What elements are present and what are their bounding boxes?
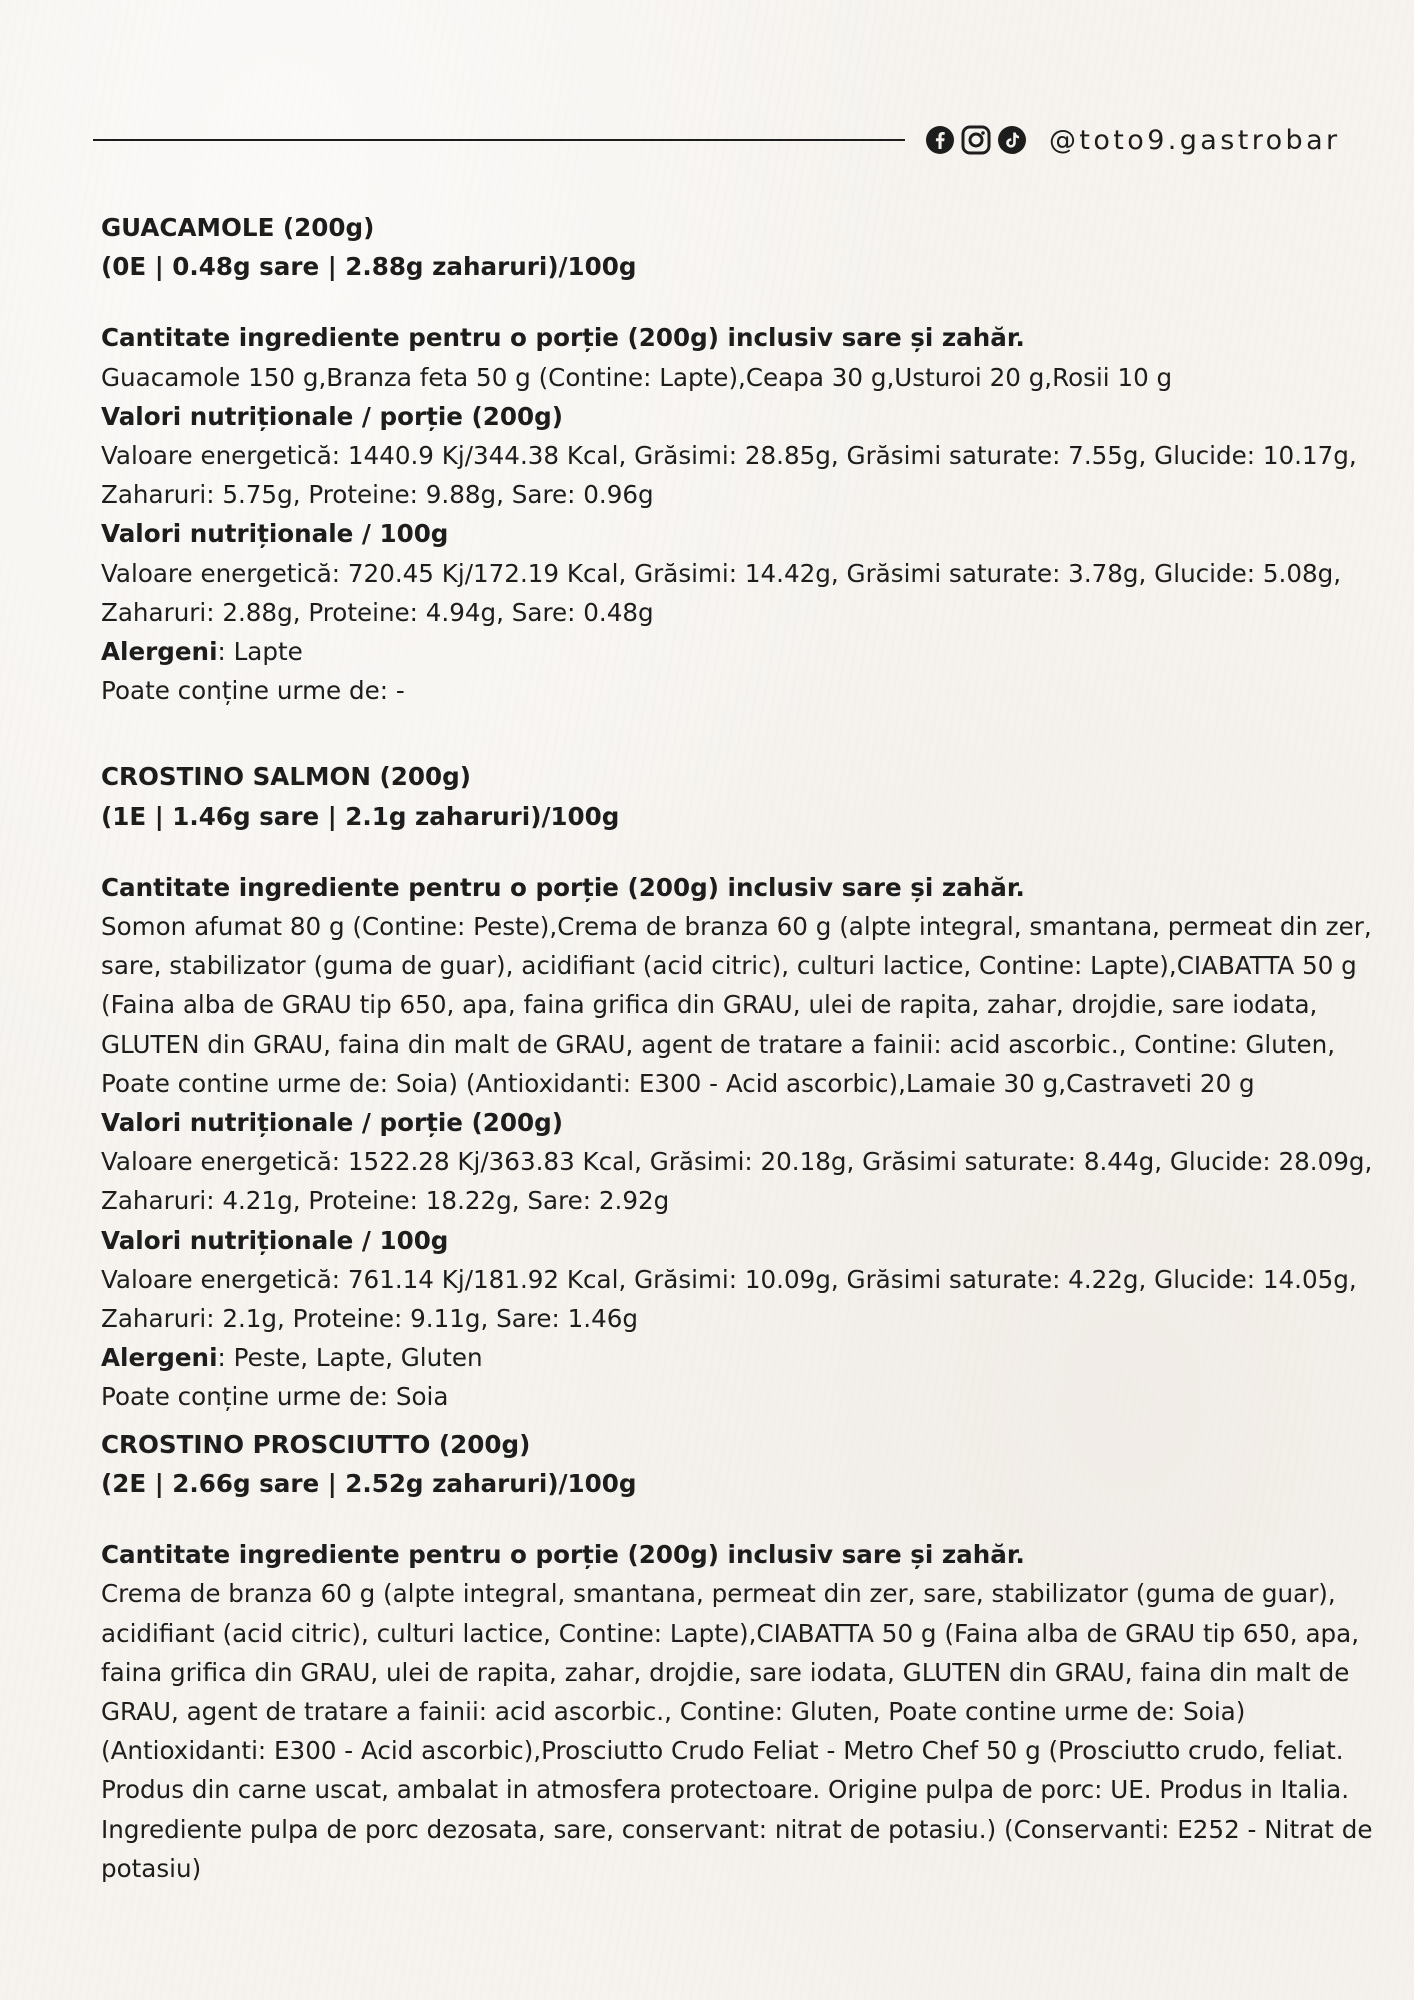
ingredients-text: Guacamole 150 g,Branza feta 50 g (Contine: Lapte),Ceapa 30 g,Usturoi 20 g,Rosii 10 g: [101, 362, 1173, 392]
page-header: [93, 118, 1379, 162]
portion-values-text: Valoare energetică: 1440.9 Kj/344.38 Kcal, Grăsimi: 28.85g, Grăsimi saturate: 7.55g, Glucide: 10.17g, Zaharuri: 5.75g, Proteine: 9.88g, Sare: 0.96g: [101, 441, 1357, 510]
allergens-value: Lapte: [233, 637, 303, 667]
traces-line: [101, 1377, 1391, 1416]
allergens-line: Alergeni: Lapte: [101, 637, 303, 667]
ingredients-text: Crema de branza 60 g (alpte integral, smantana, permeat din zer, sare, stabilizator (guma de guar), acidifiant (acid citric), culturi lactice, Contine: Lapte),CIABATTA 50 g (Faina alba de GRAU tip 650, apa, faina grifica din GRAU, ulei de rapita, zahar, drojdie, sare iodata, GLUTEN din GRAU, faina din malt de GRAU, agent de tratare a fainii: acid ascorbic., Contine: Gluten, Poate contine urme de: Soia) (Antioxidanti: E300 - Acid ascorbic),Prosciutto Crudo Feliat - Metro Chef 50 g (Prosciutto crudo, feliat. Produs din carne uscat, ambalat in atmosfera protectoare. Origine pulpa de porc: UE. Produs in Italia. Ingrediente pulpa de porc dezosata, sare, conservant: nitrat de potasiu.) (Conservanti: E252 - Nitrat de potasiu): [101, 1579, 1373, 1883]
product-summary: (2E | 2.66g sare | 2.52g zaharuri)/100g: [101, 1468, 637, 1498]
traces-line: [101, 671, 1391, 710]
product-title: CROSTINO PROSCIUTTO (200g): [101, 1429, 531, 1459]
product-title: GUACAMOLE (200g): [101, 213, 375, 242]
social-icons: [925, 125, 1027, 155]
portion-values-text: Valoare energetică: 1522.28 Kj/363.83 Kcal, Grăsimi: 20.18g, Grăsimi saturate: 8.44g, Glucide: 28.09g, Zaharuri: 4.21g, Proteine: 18.22g, Sare: 2.92g: [101, 1147, 1373, 1216]
values-100g-text: Valoare energetică: 720.45 Kj/172.19 Kcal, Grăsimi: 14.42g, Grăsimi saturate: 3.78g, Glucide: 5.08g, Zaharuri: 2.88g, Proteine: 4.94g, Sare: 0.48g: [101, 558, 1342, 627]
allergens-value: Peste, Lapte, Gluten: [233, 1343, 483, 1373]
traces-value: Soia: [395, 1382, 449, 1412]
ingredients-heading: Cantitate ingrediente pentru o porție (200g) inclusiv sare și zahăr.: [101, 1540, 1025, 1570]
values-100g-heading: Valori nutriționale / 100g: [101, 1225, 449, 1255]
social-handle: @toto9.gastrobar: [1049, 124, 1341, 156]
product-summary: (1E | 1.46g sare | 2.1g zaharuri)/100g: [101, 801, 620, 831]
ingredients-text: Somon afumat 80 g (Contine: Peste),Crema de branza 60 g (alpte integral, smantana, permeat din zer, sare, stabilizator (guma de guar), acidifiant (acid citric), culturi lactice, Contine: Lapte),CIABATTA 50 g (Faina alba de GRAU tip 650, apa, faina grifica din GRAU, ulei de rapita, zahar, drojdie, sare iodata, GLUTEN din GRAU, faina din malt de GRAU, agent de tratare a fainii: acid ascorbic., Contine: Gluten, Poate contine urme de: Soia) (Antioxidanti: E300 - Acid ascorbic),Lamaie 30 g,Castraveti 20 g: [101, 912, 1372, 1098]
product-section: [101, 757, 1391, 1416]
allergens-label: Alergeni: [101, 637, 218, 667]
ingredients-heading: Cantitate ingrediente pentru o porție (200g) inclusiv sare și zahăr.: [101, 323, 1025, 353]
portion-values-heading: Valori nutriționale / porție (200g): [101, 401, 563, 431]
instagram-icon[interactable]: [961, 125, 991, 155]
product-title: CROSTINO SALMON (200g): [101, 762, 471, 792]
tiktok-icon[interactable]: [997, 125, 1027, 155]
traces-label: Poate conține urme de:: [101, 676, 389, 706]
product-summary: (0E | 0.48g sare | 2.88g zaharuri)/100g: [101, 252, 637, 282]
allergens-label: Alergeni: [101, 1343, 218, 1373]
ingredients-heading: Cantitate ingrediente pentru o porție (200g) inclusiv sare și zahăr.: [101, 872, 1025, 902]
product-section: [101, 208, 1391, 710]
portion-values-heading: Valori nutriționale / porție (200g): [101, 1108, 563, 1138]
allergens-line: Alergeni: Peste, Lapte, Gluten: [101, 1343, 483, 1373]
traces-label: Poate conține urme de:: [101, 1382, 389, 1412]
header-divider: [93, 139, 905, 141]
values-100g-heading: Valori nutriționale / 100g: [101, 519, 449, 549]
document-body: [101, 208, 1391, 1888]
values-100g-text: Valoare energetică: 761.14 Kj/181.92 Kcal, Grăsimi: 10.09g, Grăsimi saturate: 4.22g, Glucide: 14.05g, Zaharuri: 2.1g, Proteine: 9.11g, Sare: 1.46g: [101, 1264, 1357, 1334]
product-section: [101, 1425, 1391, 1888]
traces-value: -: [395, 676, 405, 706]
facebook-icon[interactable]: [925, 125, 955, 155]
